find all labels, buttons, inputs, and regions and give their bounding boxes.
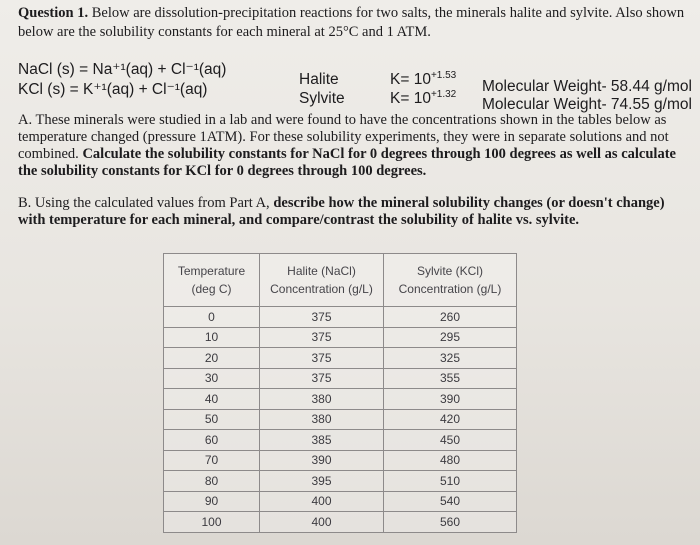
halite-cell: 400 bbox=[260, 491, 384, 512]
question-intro bbox=[18, 4, 686, 42]
temp-cell: 80 bbox=[164, 471, 260, 492]
sylvite-cell: 480 bbox=[384, 450, 517, 471]
sylvite-cell: 420 bbox=[384, 409, 517, 430]
halite-cell: 380 bbox=[260, 409, 384, 430]
sylvite-cell: 450 bbox=[384, 430, 517, 451]
part-a-body: These minerals were studied in a lab and were found to have the concentrations shown in the tables below as temperature changed (pressure 1ATM). For these solubility experiments, they were in separate solutions and not combined. bbox=[18, 112, 669, 162]
solubility-table bbox=[163, 253, 517, 533]
k-exponent: +1.53 bbox=[430, 69, 457, 81]
part-b-body: Using the calculated values from Part A, bbox=[34, 195, 270, 211]
halite-cell: 375 bbox=[260, 368, 384, 389]
molecular-weight-halite: Molecular Weight- 58.44 g/mol bbox=[482, 78, 692, 95]
table-row bbox=[164, 327, 517, 348]
question-text: Below are dissolution-precipitation reactions for two salts, the minerals halite and sylvite. Also shown below are the solubility constants for each mineral at 25°C and 1 ATM. bbox=[18, 5, 685, 40]
table-row bbox=[164, 430, 517, 451]
halite-cell: 390 bbox=[260, 450, 384, 471]
mineral-name-sylvite: Sylvite bbox=[299, 90, 345, 107]
temp-cell: 30 bbox=[164, 368, 260, 389]
part-a-text bbox=[18, 112, 686, 180]
halite-cell: 385 bbox=[260, 430, 384, 451]
temp-cell: 70 bbox=[164, 450, 260, 471]
table-row bbox=[164, 307, 517, 328]
sylvite-cell: 560 bbox=[384, 512, 517, 533]
reaction-equation-nacl: NaCl (s) = Na⁺¹(aq) + Cl⁻¹(aq) bbox=[18, 61, 227, 78]
sylvite-cell: 390 bbox=[384, 389, 517, 410]
reaction-equation-kcl: KCl (s) = K⁺¹(aq) + Cl⁻¹(aq) bbox=[18, 81, 208, 98]
header-sylvite: Sylvite (KCl) Concentration (g/L) bbox=[384, 254, 517, 307]
part-b-task: describe how the mineral solubility changes (or doesn't change) with temperature for each mineral, and compare/contrast the solubility of halite vs. sylvite. bbox=[18, 195, 665, 228]
temp-cell: 10 bbox=[164, 327, 260, 348]
sylvite-cell: 355 bbox=[384, 368, 517, 389]
table-header-row bbox=[164, 254, 517, 307]
k-value-sylvite bbox=[390, 89, 456, 108]
halite-cell: 375 bbox=[260, 327, 384, 348]
part-b-label: B. bbox=[18, 195, 32, 211]
sylvite-cell: 510 bbox=[384, 471, 517, 492]
sylvite-cell: 325 bbox=[384, 348, 517, 369]
table-row bbox=[164, 368, 517, 389]
molecular-weight-sylvite: Molecular Weight- 74.55 g/mol bbox=[482, 96, 692, 113]
sylvite-cell: 295 bbox=[384, 327, 517, 348]
table-row bbox=[164, 471, 517, 492]
table-row bbox=[164, 512, 517, 533]
sylvite-cell: 260 bbox=[384, 307, 517, 328]
table-row bbox=[164, 491, 517, 512]
table-row bbox=[164, 409, 517, 430]
question-label: Question 1. bbox=[18, 5, 89, 21]
sylvite-cell: 540 bbox=[384, 491, 517, 512]
halite-cell: 400 bbox=[260, 512, 384, 533]
temp-cell: 40 bbox=[164, 389, 260, 410]
k-value-halite bbox=[390, 70, 456, 89]
halite-cell: 375 bbox=[260, 348, 384, 369]
table-row bbox=[164, 450, 517, 471]
halite-cell: 380 bbox=[260, 389, 384, 410]
k-exponent: +1.32 bbox=[430, 88, 457, 100]
header-temperature: Temperature (deg C) bbox=[164, 254, 260, 307]
halite-cell: 375 bbox=[260, 307, 384, 328]
mineral-name-halite: Halite bbox=[299, 71, 339, 88]
part-b-text bbox=[18, 195, 686, 229]
header-halite: Halite (NaCl) Concentration (g/L) bbox=[260, 254, 384, 307]
k-prefix: K= 10 bbox=[390, 71, 431, 88]
temp-cell: 50 bbox=[164, 409, 260, 430]
temp-cell: 0 bbox=[164, 307, 260, 328]
temp-cell: 60 bbox=[164, 430, 260, 451]
table-row bbox=[164, 389, 517, 410]
k-prefix: K= 10 bbox=[390, 90, 431, 107]
temp-cell: 90 bbox=[164, 491, 260, 512]
temp-cell: 20 bbox=[164, 348, 260, 369]
temp-cell: 100 bbox=[164, 512, 260, 533]
part-a-label: A. bbox=[18, 112, 33, 128]
part-a-task: Calculate the solubility constants for NaCl for 0 degrees through 100 degrees as well as calculate the solubility constants for KCl for 0 degrees through 100 degrees. bbox=[18, 146, 676, 179]
table-row bbox=[164, 348, 517, 369]
halite-cell: 395 bbox=[260, 471, 384, 492]
